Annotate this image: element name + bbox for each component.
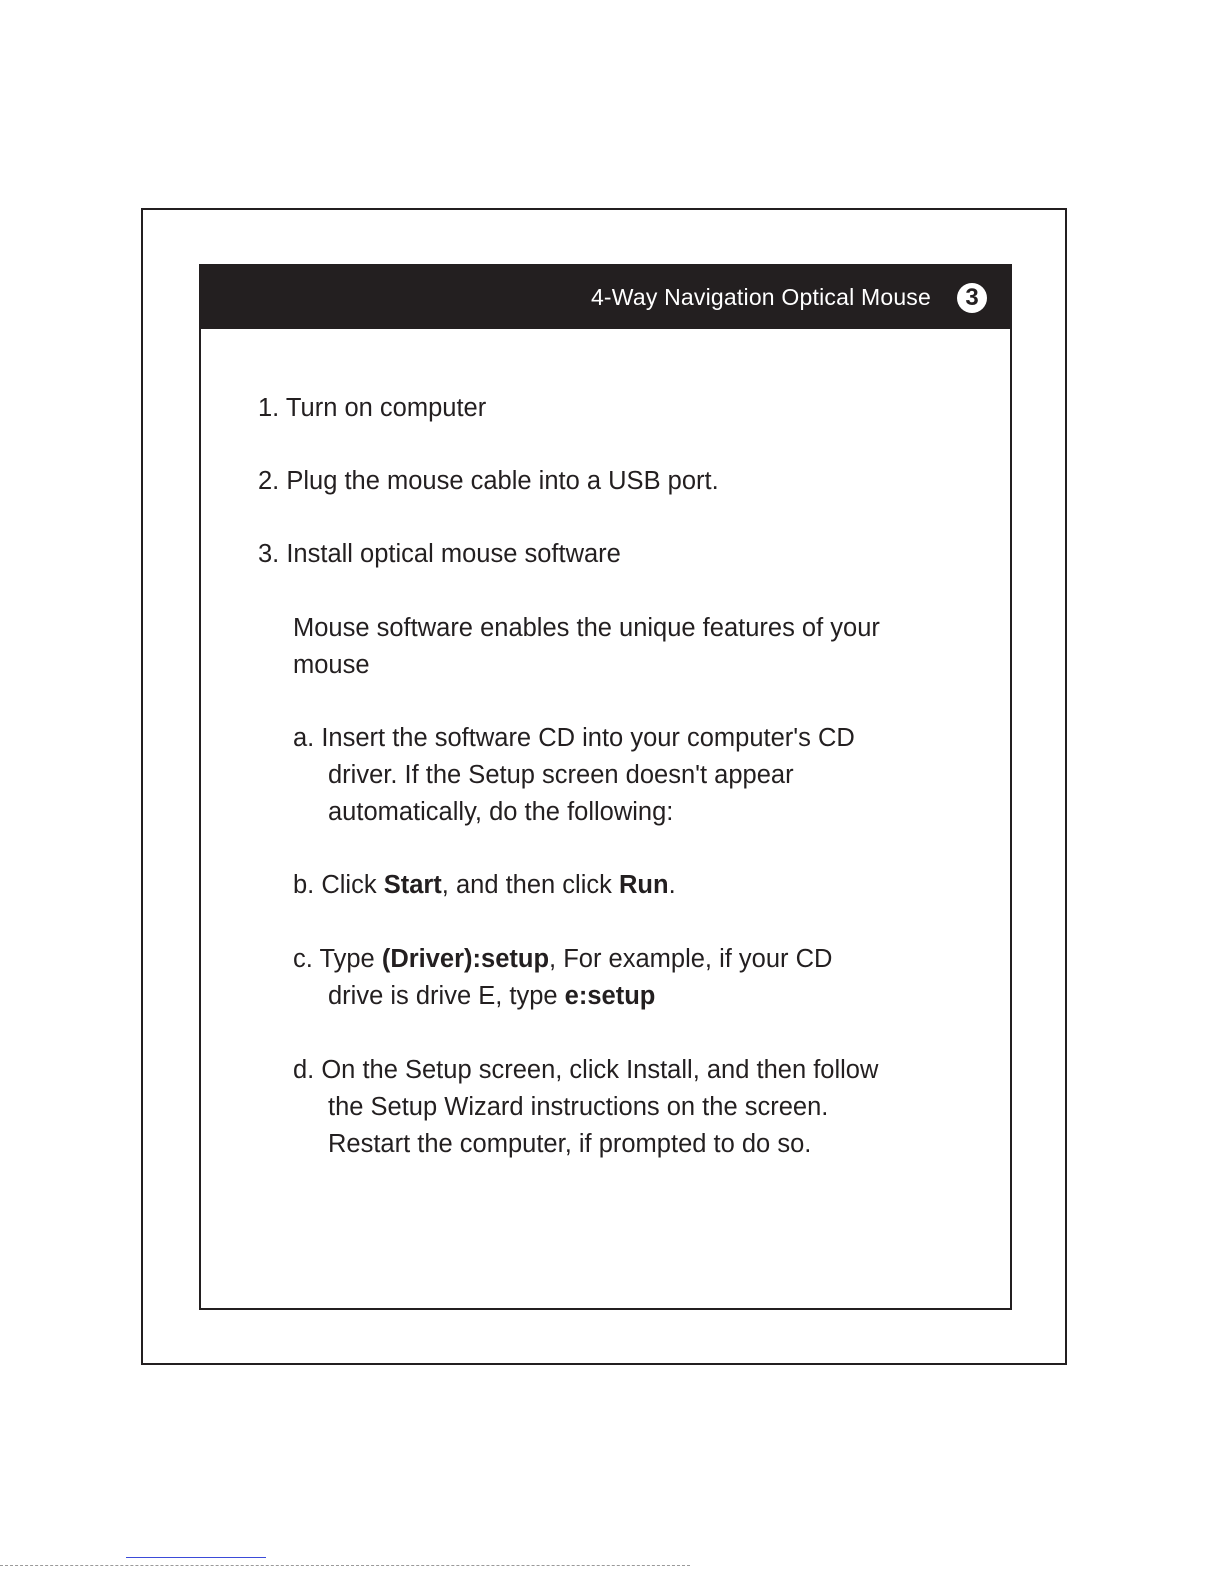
step-2: 2. Plug the mouse cable into a USB port. <box>258 467 719 495</box>
substep-b-prefix: b. Click <box>293 871 384 899</box>
substep-c-line-2-prefix: drive is drive E, type <box>328 982 565 1010</box>
substep-c-line-2 <box>328 978 655 1015</box>
substep-d-line-2: the Setup Wizard instructions on the screen. <box>328 1093 829 1121</box>
substep-b-middle: , and then click <box>441 871 619 899</box>
instruction-panel <box>199 264 1012 1310</box>
substep-b-suffix: . <box>668 871 676 899</box>
substep-d-line-1: d. On the Setup screen, click Install, and then follow <box>293 1056 879 1084</box>
setup-example: e:setup <box>564 982 656 1010</box>
software-intro-line-1: Mouse software enables the unique features of your <box>293 614 880 642</box>
substep-c-line-1 <box>293 941 832 978</box>
setup-command: (Driver):setup <box>381 945 550 973</box>
step-1: 1. Turn on computer <box>258 394 487 422</box>
substep-c-prefix: c. Type <box>293 945 382 973</box>
substep-d-line-3: Restart the computer, if prompted to do so. <box>328 1130 812 1158</box>
substep-b <box>293 867 676 904</box>
substep-c-after-command: , For example, if your CD <box>549 945 833 973</box>
page-number-badge: 3 <box>957 283 987 313</box>
page-title: 4-Way Navigation Optical Mouse <box>590 284 931 310</box>
run-keyword: Run <box>618 871 669 899</box>
footer-link-underline <box>126 1557 266 1558</box>
step-3: 3. Install optical mouse software <box>258 540 621 568</box>
footer-dashed-rule <box>0 1565 690 1566</box>
substep-a-line-2: driver. If the Setup screen doesn't appear <box>328 761 794 789</box>
software-intro-line-2: mouse <box>293 651 370 679</box>
substep-a-line-1: a. Insert the software CD into your computer's CD <box>293 724 855 752</box>
start-keyword: Start <box>383 871 442 899</box>
instructions-body <box>201 266 1010 1308</box>
substep-a-line-3: automatically, do the following: <box>328 798 674 826</box>
